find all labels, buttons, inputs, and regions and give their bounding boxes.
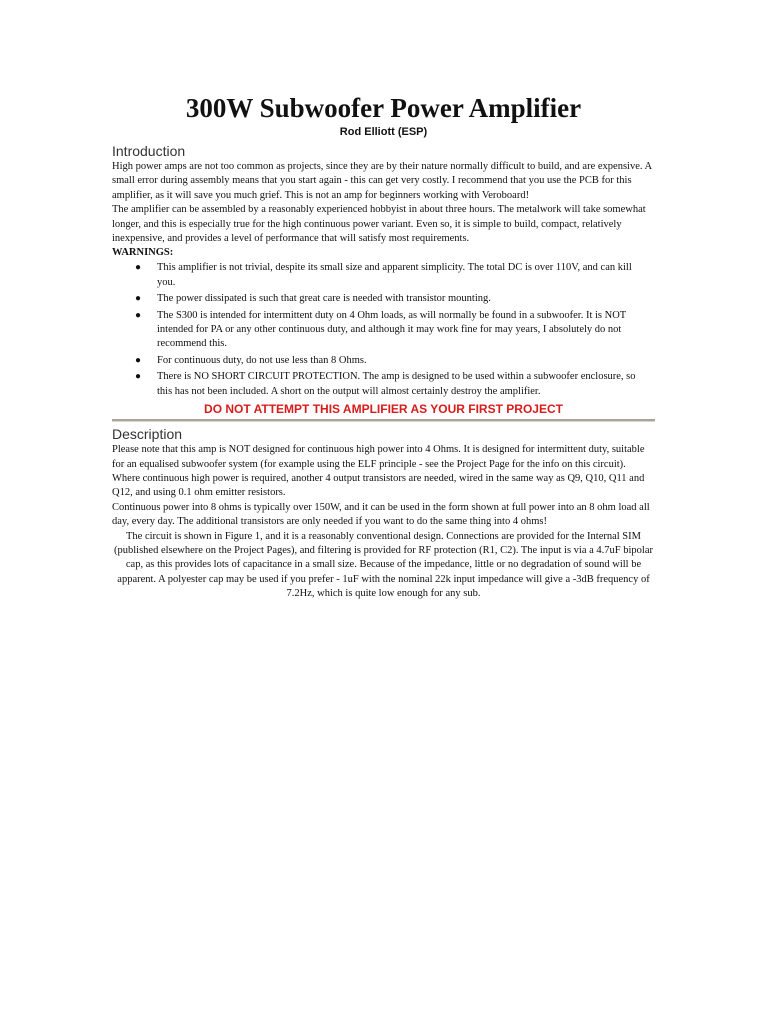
document-page (112, 92, 655, 602)
warning-text: The S300 is intended for intermittent duty on 4 Ohm loads, as will normally be found in a subwoofer. It is NOT intended for PA or any other continuous duty, and although it may work fine for may years, I absolutely do not recommend this. (157, 309, 627, 350)
warning-item (135, 309, 655, 352)
description-heading: Description (112, 426, 183, 443)
warning-text: For continuous duty, do not use less than 8 Ohms. (157, 354, 367, 366)
warning-text: There is NO SHORT CIRCUIT PROTECTION. The amp is designed to be used within a subwoofer enclosure, so this has not been included. A short on the output will almost certainly destroy the amplifier. (157, 371, 636, 397)
warning-text: The power dissipated is such that great care is needed with transistor mounting. (157, 293, 491, 305)
bullet-icon: ● (135, 262, 142, 274)
bullet-icon: ● (135, 309, 142, 321)
author-line: Rod Elliott (ESP) (339, 126, 428, 138)
bullet-icon: ● (135, 293, 142, 305)
warning-item (135, 370, 655, 399)
introduction-heading: Introduction (112, 143, 186, 159)
page-title: 300W Subwoofer Power Amplifier (185, 93, 582, 123)
description-paragraph-1: Please note that this amp is NOT designed for continuous high power into 4 Ohms. It is designed for intermittent duty, suitable for an equalised subwoofer system (for example using the ELF principle - see the Project Page for the info on this circuit). Where continuous high power is required, another 4 output transistors are needed, wired in the same way as Q9, Q10, Q11 and Q12, and using 0.1 ohm emitter resistors. (112, 444, 645, 499)
intro-paragraph-1: High power amps are not too common as projects, since they are by their nature normally difficult to build, and are expensive. A small error during assembly means that you start again - this can get very costly. I recommend that you use the PCB for this amplifier, as it will save you much grief. This is not an amp for beginners working with Veroboard! (112, 161, 652, 201)
intro-paragraph-2: The amplifier can be assembled by a reasonably experienced hobbyist in about three hours. The metalwork will take somewhat longer, and this is especially true for the high continuous power variant. Even so, it is simple to build, compact, relatively inexpensive, and provides a level of performance that will satisfy most requirements. (112, 204, 646, 245)
warnings-label: WARNINGS: (112, 247, 174, 259)
warning-text: This amplifier is not trivial, despite its small size and apparent simplicity. The total DC is over 110V, and can kill you. (157, 262, 632, 288)
bullet-icon: ● (135, 371, 142, 383)
warning-item (135, 261, 655, 290)
description-paragraph-2: Continuous power into 8 ohms is typically over 150W, and it can be used in the form shown at full power into an 8 ohm load all day, every day. The additional transistors are only needed if you want to do the same thing into 4 ohms! (112, 501, 650, 528)
bullet-icon: ● (135, 354, 142, 366)
warnings-list (112, 261, 655, 399)
warning-item (135, 292, 655, 306)
warning-item (135, 354, 655, 368)
first-project-alert: DO NOT ATTEMPT THIS AMPLIFIER AS YOUR FIRST PROJECT (204, 402, 563, 417)
section-divider (112, 419, 655, 422)
description-paragraph-3: The circuit is shown in Figure 1, and it is a reasonably conventional design. Connections are provided for the Internal SIM (published elsewhere on the Project Pages), and filtering is provided for RF protection (R1, C2). The input is via a 4.7uF bipolar cap, as this provides lots of capacitance in a small size. Because of the impedance, little or no degradation of sound will be apparent. A polyester cap may be used if you prefer - 1uF with the nominal 22k input impedance will give a -3dB frequency of 7.2Hz, which is quite low enough for any sub. (114, 530, 653, 600)
